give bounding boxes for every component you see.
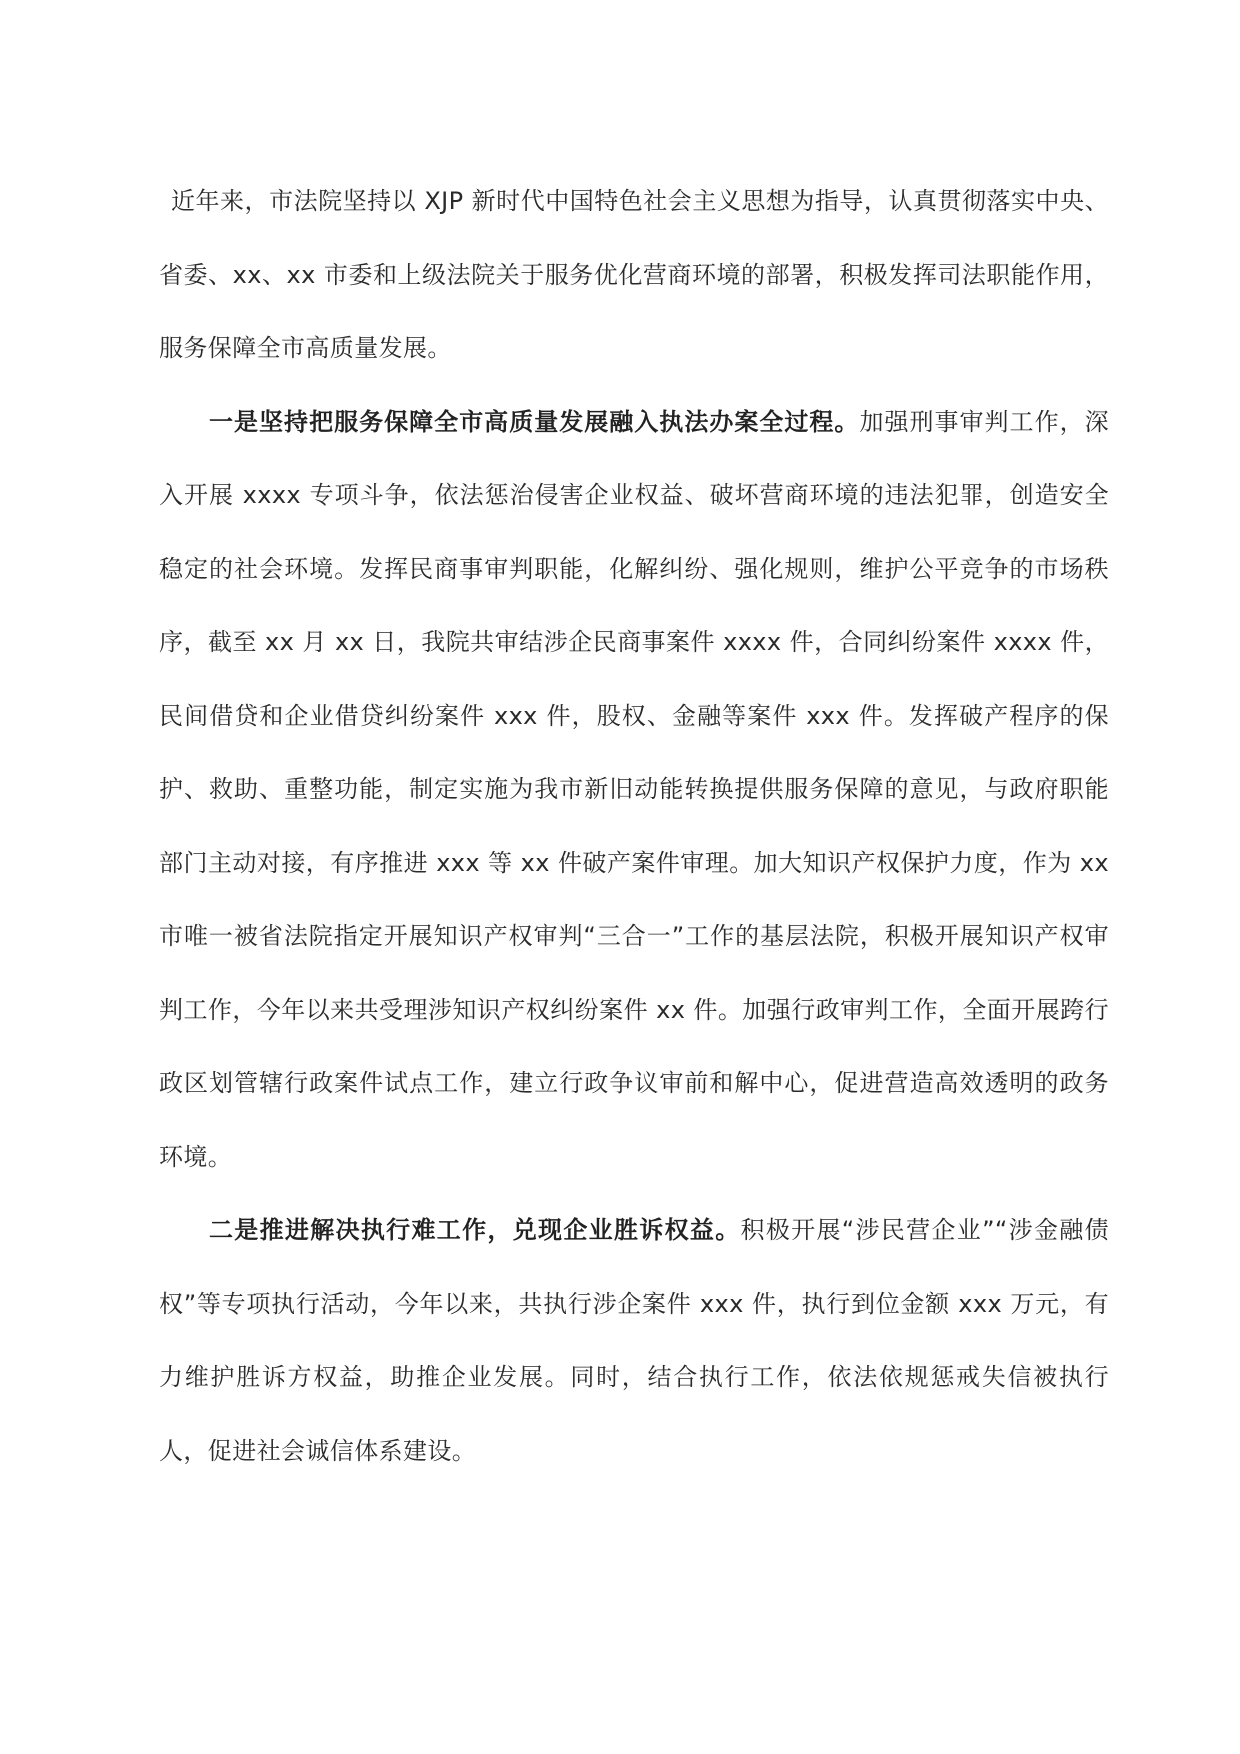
paragraph-point-two-heading: 二是推进解决执行难工作，兑现企业胜诉权益。 [209, 1216, 741, 1244]
paragraph-point-one-heading: 一是坚持把服务保障全市高质量发展融入执法办案全过程。 [209, 407, 860, 436]
paragraph-intro [159, 165, 1109, 386]
document-body [159, 165, 1109, 1488]
paragraph-point-one [159, 386, 1109, 1195]
paragraph-point-two [159, 1194, 1109, 1488]
paragraph-point-one-text: 加强刑事审判工作，深入开展 xxxx 专项斗争，依法惩治侵害企业权益、破坏营商环境的违法犯罪，创造安全稳定的社会环境。发挥民商事审判职能，化解纠纷、强化规则，维护公平竞争的市场秩序，截至 xx 月 xx 日，我院共审结涉企民商事案件 xxxx 件，合同纠纷案件 xxxx 件，民间借贷和企业借贷纠纷案件 xxx 件，股权、金融等案件 xxx 件。发挥破产程序的保护、救助、重整功能，制定实施为我市新旧动能转换提供服务保障的意见，与政府职能部门主动对接，有序推进 xxx 等 xx 件破产案件审理。加大知识产权保护力度，作为 xx 市唯一被省法院指定开展知识产权审判“三合一”工作的基层法院，积极开展知识产权审判工作，今年以来共受理涉知识产权纠纷案件 xx 件。加强行政审判工作，全面开展跨行政区划管辖行政案件试点工作，建立行政争议审前和解中心，促进营造高效透明的政务环境。 [159, 407, 1110, 1171]
paragraph-intro-text: 近年来，市法院坚持以 XJP 新时代中国特色社会主义思想为指导，认真贯彻落实中央、省委、xx、xx 市委和上级法院关于服务优化营商环境的部署，积极发挥司法职能作用，服务保障全市高质量发展。 [159, 187, 1109, 362]
paragraph-point-two-text: 积极开展“涉民营企业”“涉金融债权”等专项执行活动，今年以来，共执行涉企案件 xxx 件，执行到位金额 xxx 万元，有力维护胜诉方权益，助推企业发展。同时，结合执行工作，依法依规惩戒失信被执行人，促进社会诚信体系建设。 [159, 1216, 1110, 1465]
